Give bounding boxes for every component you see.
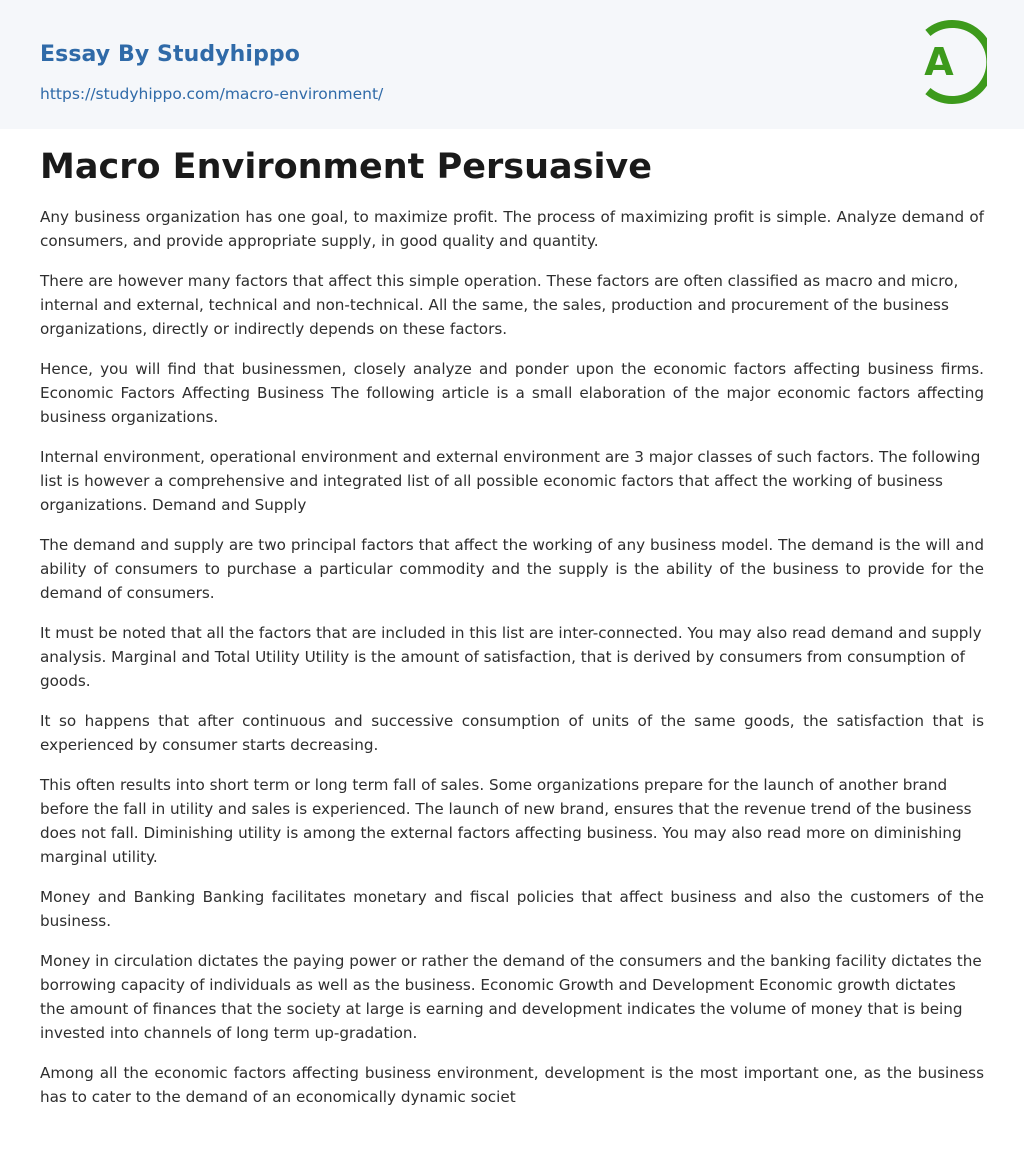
paragraph-5: The demand and supply are two principal factors that affect the working of any business model. The demand is the will and ability of consumers to purchase a particular commodity and the supply is the ability of the business to provide for the demand of consumers. (40, 536, 984, 602)
paragraph-11: Among all the economic factors affecting business environment, development is the most important one, as the business has to cater to the demand of an economically dynamic societ (40, 1064, 984, 1106)
site-brand: Essay By Studyhippo (40, 42, 300, 67)
article (0, 129, 1024, 1109)
site-header (0, 0, 1024, 129)
paragraph-4: Internal environment, operational environment and external environment are 3 major classes of such factors. The following list is however a comprehensive and integrated list of all possible economic factors that affect the working of business organizations. Demand and Supply (40, 448, 981, 514)
source-url-link[interactable]: https://studyhippo.com/macro-environment/ (40, 85, 384, 103)
paragraph-1: Any business organization has one goal, to maximize profit. The process of maximizing profit is simple. Analyze demand of consumers, and provide appropriate supply, in good quality and quantity. (40, 208, 984, 250)
paragraph-6: It must be noted that all the factors that are included in this list are inter-connected. You may also read demand and supply analysis. Marginal and Total Utility Utility is the amount of satisfaction, that is derived by consumers from consumption of goods. (40, 624, 982, 690)
paragraph-7: It so happens that after continuous and successive consumption of units of the same goods, the satisfaction that is experienced by consumer starts decreasing. (40, 712, 984, 754)
paragraph-10: Money in circulation dictates the paying power or rather the demand of the consumers and the banking facility dictates the borrowing capacity of individuals as well as the business. Economic Growth and Development Economic growth dictates the amount of finances that the society at large is earning and development indicates the volume of money that is being invested into channels of long term up-gradation. (40, 952, 982, 1042)
studyhippo-logo-icon[interactable] (913, 19, 987, 105)
logo-letter: A (924, 40, 954, 84)
paragraph-2: There are however many factors that affect this simple operation. These factors are often classified as macro and micro, internal and external, technical and non-technical. All the same, the sales, production and procurement of the business organizations, directly or indirectly depends on these factors. (40, 272, 959, 338)
page-title: Macro Environment Persuasive (40, 147, 652, 187)
paragraph-9: Money and Banking Banking facilitates monetary and fiscal policies that affect business and also the customers of the business. (40, 888, 984, 930)
paragraph-8: This often results into short term or long term fall of sales. Some organizations prepare for the launch of another brand before the fall in utility and sales is experienced. The launch of new brand, ensures that the revenue trend of the business does not fall. Diminishing utility is among the external factors affecting business. You may also read more on diminishing marginal utility. (40, 776, 972, 866)
paragraph-3: Hence, you will find that businessmen, closely analyze and ponder upon the economic factors affecting business firms. Economic Factors Affecting Business The following article is a small elaboration of the major economic factors affecting business organizations. (40, 360, 984, 426)
